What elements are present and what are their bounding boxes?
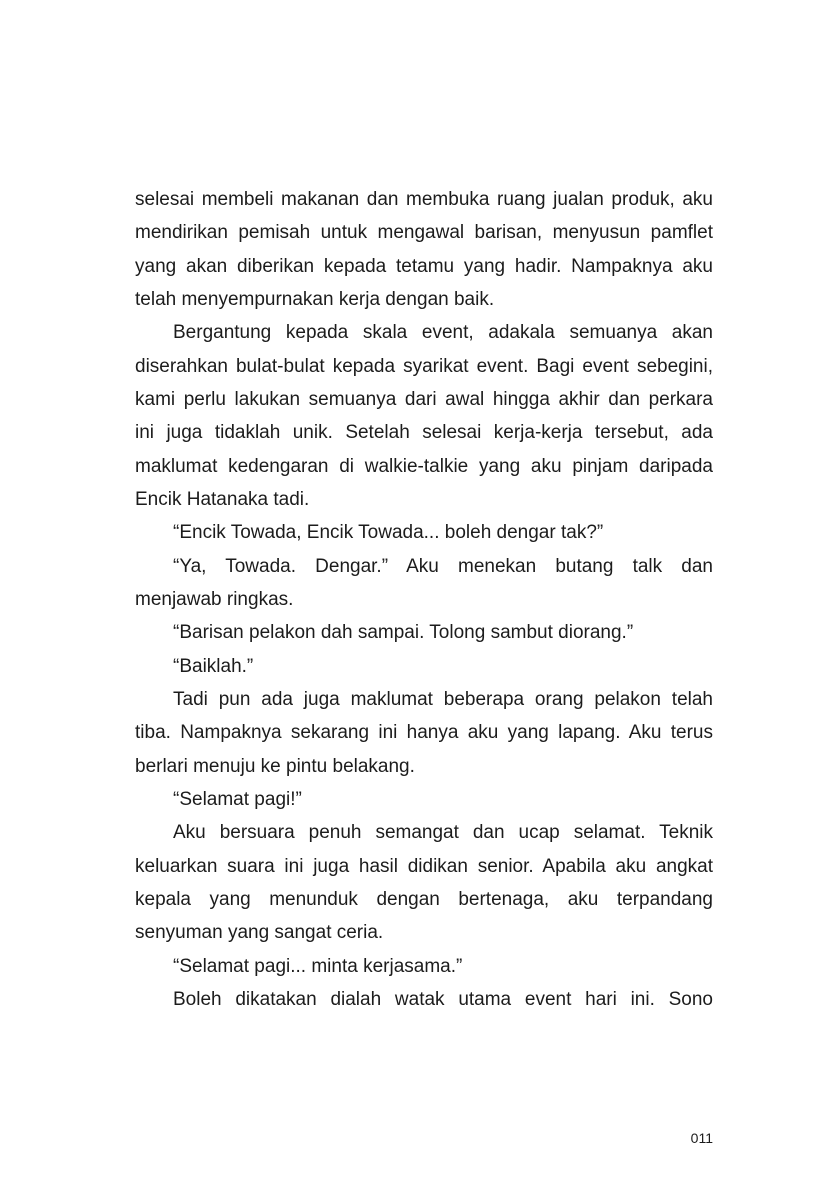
text-line: Aku bersuara penuh semangat dan ucap selamat. Teknik — [173, 822, 713, 844]
text-line: tiba. Nampaknya sekarang ini hanya aku yang lapang. Aku terus — [135, 722, 713, 744]
text-line: “Encik Towada, Encik Towada... boleh dengar tak?” — [173, 522, 604, 544]
text-line: Boleh dikatakan dialah watak utama event hari ini. Sono — [173, 988, 713, 1010]
text-line: “Barisan pelakon dah sampai. Tolong sambut diorang.” — [173, 622, 634, 644]
text-line: kepala yang menunduk dengan bertenaga, aku terpandang — [135, 888, 713, 910]
text-line: yang akan diberikan kepada tetamu yang hadir. Nampaknya aku — [135, 255, 713, 277]
paragraph — [135, 183, 713, 316]
text-line: senyuman yang sangat ceria. — [135, 922, 384, 944]
text-line: menjawab ringkas. — [135, 588, 294, 610]
body-text — [135, 183, 713, 1016]
text-line: “Selamat pagi... minta kerjasama.” — [173, 955, 463, 977]
text-line: “Selamat pagi!” — [173, 788, 302, 810]
text-line: Bergantung kepada skala event, adakala semuanya akan — [173, 322, 713, 344]
text-line: kami perlu lakukan semuanya dari awal hingga akhir dan perkara — [135, 388, 713, 410]
text-line: diserahkan bulat-bulat kepada syarikat event. Bagi event sebegini, — [135, 355, 713, 377]
text-line: keluarkan suara ini juga hasil didikan senior. Apabila aku angkat — [135, 855, 713, 877]
paragraph — [135, 983, 713, 1016]
paragraph — [135, 316, 713, 516]
dialogue-paragraph — [135, 650, 713, 683]
dialogue-paragraph — [135, 783, 713, 816]
dialogue-paragraph — [135, 516, 713, 549]
text-line: selesai membeli makanan dan membuka ruang jualan produk, aku — [135, 189, 713, 210]
page-number: 011 — [690, 1130, 713, 1146]
paragraph — [135, 816, 713, 949]
dialogue-paragraph — [135, 950, 713, 983]
paragraph — [135, 683, 713, 783]
text-line: ini juga tidaklah unik. Setelah selesai kerja-kerja tersebut, ada — [135, 422, 713, 444]
text-line: “Baiklah.” — [173, 655, 254, 677]
text-line: “Ya, Towada. Dengar.” Aku menekan butang talk dan — [173, 555, 713, 577]
text-line: mendirikan pemisah untuk mengawal barisan, menyusun pamflet — [135, 222, 713, 244]
text-line: telah menyempurnakan kerja dengan baik. — [135, 288, 495, 310]
text-line: Encik Hatanaka tadi. — [135, 488, 310, 510]
dialogue-paragraph — [135, 616, 713, 649]
text-line: berlari menuju ke pintu belakang. — [135, 755, 415, 777]
text-line: Tadi pun ada juga maklumat beberapa orang pelakon telah — [173, 688, 713, 710]
text-line: maklumat kedengaran di walkie-talkie yang aku pinjam daripada — [135, 455, 713, 477]
dialogue-paragraph — [135, 550, 713, 617]
